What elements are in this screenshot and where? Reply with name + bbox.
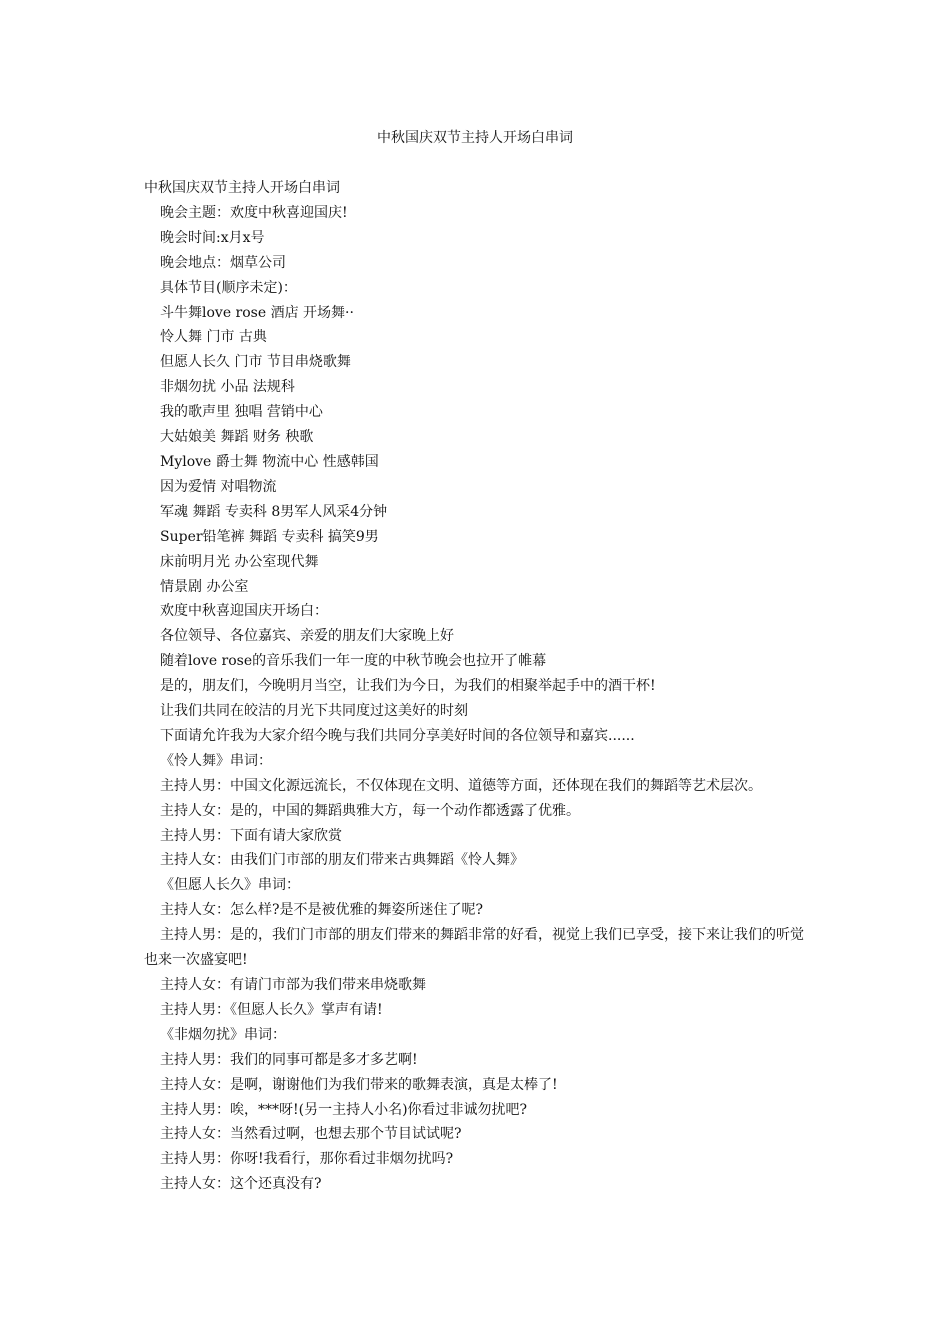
paragraph: 各位领导、各位嘉宾、亲爱的朋友们大家晚上好 xyxy=(160,628,454,645)
document-title: 中秋国庆双节主持人开场白串词 xyxy=(377,130,573,146)
paragraph: 《怜人舞》串词： xyxy=(160,752,272,769)
paragraph: 我的歌声里 独唱 营销中心 xyxy=(160,404,323,421)
paragraph: 主持人男：我们的同事可都是多才多艺啊! xyxy=(160,1051,418,1068)
paragraph: 晚会地点：烟草公司 xyxy=(160,254,286,271)
paragraph: 下面请允许我为大家介绍今晚与我们共同分享美好时间的各位领导和嘉宾...... xyxy=(160,727,635,744)
paragraph: 随着love rose的音乐我们一年一度的中秋节晚会也拉开了帷幕 xyxy=(160,653,547,670)
paragraph: 但愿人长久 门市 节目串烧歌舞 xyxy=(160,354,351,371)
paragraph: 主持人男：唉，***呀!(另一主持人小名)你看过非诚勿扰吧? xyxy=(160,1101,528,1118)
paragraph: 军魂 舞蹈 专卖科 8男军人风采4分钟 xyxy=(160,503,388,520)
paragraph: 情景剧 办公室 xyxy=(160,578,249,595)
document-body xyxy=(144,176,804,1197)
paragraph: 主持人女：当然看过啊，也想去那个节目试试呢? xyxy=(160,1126,462,1143)
paragraph: 怜人舞 门市 古典 xyxy=(160,329,267,346)
paragraph: Mylove 爵士舞 物流中心 性感韩国 xyxy=(160,453,379,470)
paragraph: 斗牛舞love rose 酒店 开场舞·· xyxy=(160,304,354,321)
paragraph: 让我们共同在皎洁的月光下共同度过这美好的时刻 xyxy=(160,703,468,720)
paragraph: 《非烟勿扰》串词： xyxy=(160,1026,286,1043)
paragraph: 主持人女：是的，中国的舞蹈典雅大方，每一个动作都透露了优雅。 xyxy=(160,802,580,819)
paragraph: 晚会主题：欢度中秋喜迎国庆! xyxy=(160,204,348,221)
paragraph: 床前明月光 办公室现代舞 xyxy=(160,553,319,570)
paragraph: 主持人男：你呀!我看行，那你看过非烟勿扰吗? xyxy=(160,1151,454,1168)
paragraph: 因为爱情 对唱物流 xyxy=(160,478,277,495)
paragraph: 主持人男：中国文化源远流长，不仅体现在文明、道德等方面，还体现在我们的舞蹈等艺术层次。 xyxy=(160,777,762,794)
paragraph: Super铅笔裤 舞蹈 专卖科 搞笑9男 xyxy=(160,528,379,545)
paragraph: 欢度中秋喜迎国庆开场白： xyxy=(160,603,328,620)
paragraph: 《但愿人长久》串词： xyxy=(160,877,300,894)
paragraph: 主持人女：是啊，谢谢他们为我们带来的歌舞表演，真是太棒了! xyxy=(160,1076,558,1093)
paragraph: 非烟勿扰 小品 法规科 xyxy=(160,379,295,396)
paragraph: 主持人男：《但愿人长久》掌声有请! xyxy=(160,1001,383,1018)
paragraph: 是的，朋友们，今晚明月当空，让我们为今日，为我们的相聚举起手中的酒干杯! xyxy=(160,678,656,695)
paragraph: 主持人女：这个还真没有? xyxy=(160,1176,322,1193)
paragraph: 主持人女：怎么样?是不是被优雅的舞姿所迷住了呢? xyxy=(160,902,484,919)
paragraph: 大姑娘美 舞蹈 财务 秧歌 xyxy=(160,429,314,446)
paragraph: 主持人女：有请门市部为我们带来串烧歌舞 xyxy=(160,977,426,993)
paragraph: 主持人男：是的，我们门市部的朋友们带来的舞蹈非常的好看，视觉上我们已享受，接下来让我们的听觉也来一次盛宴吧! xyxy=(144,927,804,969)
paragraph: 主持人男：下面有请大家欣赏 xyxy=(160,827,342,844)
paragraph: 中秋国庆双节主持人开场白串词 xyxy=(144,180,340,196)
paragraph: 具体节目(顺序未定)： xyxy=(160,279,297,296)
paragraph: 晚会时间:x月x号 xyxy=(160,229,265,246)
paragraph: 主持人女：由我们门市部的朋友们带来古典舞蹈《怜人舞》 xyxy=(160,852,524,869)
